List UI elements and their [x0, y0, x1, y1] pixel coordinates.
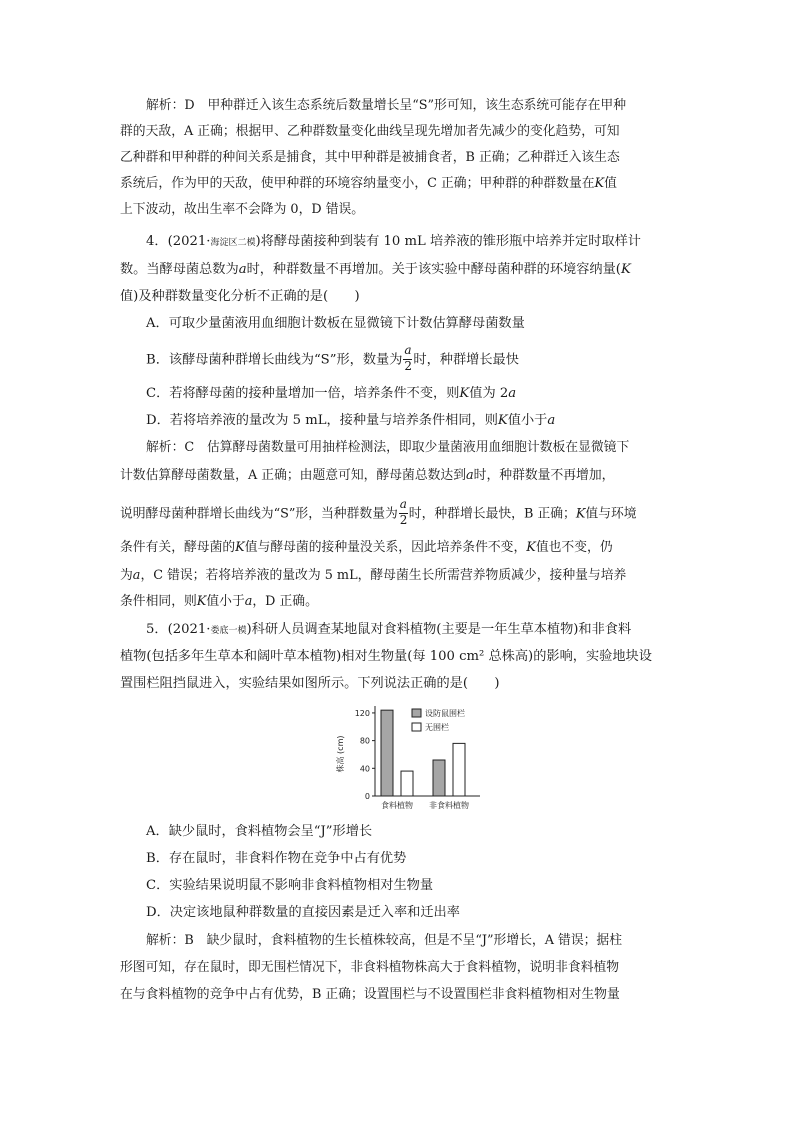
text: 4．(2021· [146, 234, 211, 249]
text: 计数估算酵母菌数量，A 正确；由题意可知，酵母菌总数达到 [120, 468, 467, 483]
text: 5．(2021· [146, 622, 211, 637]
text: 值)及种群数量变化分析不正确的是( ) [120, 289, 360, 304]
q3-analysis-line [120, 122, 680, 142]
bar [453, 743, 465, 796]
var-K: K [575, 506, 586, 522]
y-axis-label: 株高 (cm) [336, 735, 345, 773]
q4-analysis-line [120, 538, 680, 558]
text: 为 [120, 568, 133, 583]
legend-swatch [412, 709, 421, 717]
var-a: a [508, 386, 517, 401]
text: 时，种群数量不再增加。关于该实验中酵母菌种群的环境容纳量( [246, 262, 621, 277]
bar-chart [335, 702, 490, 814]
bars [381, 710, 465, 796]
q4-stem [120, 287, 680, 307]
var-K: K [497, 413, 508, 428]
x-tick-label: 非食料植物 [429, 801, 469, 810]
text: D．决定该地鼠种群数量的直接因素是迁入率和迁出率 [146, 905, 460, 920]
text: 解析：C 估算酵母菌数量可用抽样检测法，即取少量菌液用血细胞计数板在显微镜下 [146, 440, 630, 455]
var-K: K [526, 540, 536, 555]
q5-stem [120, 647, 680, 667]
q5-option-a [146, 822, 706, 842]
y-tick-label: 40 [359, 764, 370, 774]
q3-analysis-line [120, 174, 680, 194]
q5-option-c [146, 876, 706, 896]
legend-label: 无围栏 [425, 723, 449, 732]
text: 值小于 [206, 594, 245, 609]
text: 群的天敌，A 正确；根据甲、乙种群数量变化曲线呈现先增加者先减少的变化趋势，可知 [120, 124, 620, 139]
text: 置围栏阻挡鼠进入，实验结果如图所示。下列说法正确的是( ) [120, 676, 500, 691]
text: 时，种群增长最快 [413, 352, 519, 368]
var-a: a [238, 262, 247, 277]
text: 条件相同，则 [120, 594, 197, 609]
q5-analysis-line [146, 931, 706, 951]
text: D．若将培养液的量改为 5 mL，接种量与培养条件相同，则 [146, 413, 498, 428]
bar [433, 760, 445, 796]
var-K: K [459, 386, 470, 401]
q5-option-b [146, 849, 706, 869]
var-a: a [466, 468, 474, 483]
q5-stem [120, 674, 680, 694]
q3-analysis-line [120, 200, 680, 220]
text: 值 [604, 176, 617, 191]
text: 形图可知，存在鼠时，即无围栏情况下，非食料植物株高大于食料植物，说明非食料植物 [120, 960, 620, 975]
text: 乙种群和甲种群的种间关系是捕食，其中甲种群是被捕食者，B 正确；乙种群迁入该生态 [120, 150, 620, 165]
bar-chart-svg [335, 702, 490, 814]
text: 系统后，作为甲的天敌，使甲种群的环境容纳量变小，C 正确；甲种群的种群数量在 [120, 176, 595, 191]
text: 值小于 [507, 413, 548, 428]
text: 值也不变，仍 [535, 540, 613, 555]
q3-analysis-line [146, 96, 706, 116]
text: 数。当酵母菌总数为 [120, 262, 239, 277]
text: )科研人员调查某地鼠对食料植物(主要是一年生草本植物)和非食料 [246, 622, 632, 637]
text: 时，种群增长最快，B 正确； [408, 506, 576, 522]
text: 值与环境 [585, 506, 637, 522]
text: 植物(包括多年生草本和阔叶草本植物)相对生物量(每 100 cm² 总株高)的影响，实验地块设 [120, 649, 652, 664]
text: 解析：D 甲种群迁入该生态系统后数量增长呈“S”形可知，该生态系统可能存在甲种 [146, 98, 627, 113]
q4-analysis-line [120, 592, 680, 612]
legend-label: 设防鼠围栏 [425, 709, 465, 718]
numerator: a [404, 343, 412, 357]
fraction-a-over-2 [399, 497, 408, 527]
denominator: 2 [404, 359, 413, 373]
text: 条件有关，酵母菌的 [120, 540, 236, 555]
text: B．该酵母菌种群增长曲线为“S”形，数量为 [146, 352, 403, 368]
q4-analysis-line [146, 438, 706, 458]
var-a: a [547, 413, 556, 428]
y-ticks [355, 709, 375, 801]
text: 时，种群数量不再增加， [473, 468, 615, 483]
x-tick-label: 食料植物 [381, 801, 413, 810]
y-tick-label: 120 [354, 708, 370, 718]
q5-option-d [146, 903, 706, 923]
text: B．存在鼠时，非食料作物在竞争中占有优势 [146, 851, 407, 866]
q4-option-d [146, 411, 706, 431]
y-tick-label: 0 [364, 792, 370, 801]
q4-analysis-line [120, 466, 680, 486]
var-K: K [594, 176, 605, 191]
text: A．缺少鼠时，食料植物会呈“J”形增长 [146, 824, 373, 839]
text: C．若将酵母菌的接种量增加一倍，培养条件不变，则 [146, 386, 460, 401]
legend-swatch [412, 723, 421, 731]
text: 值与酵母菌的接种量没关系，因此培养条件不变， [244, 540, 527, 555]
y-tick-label: 80 [359, 736, 370, 746]
denominator: 2 [399, 513, 408, 527]
x-tick-labels [381, 800, 469, 810]
q4-analysis-line [120, 566, 680, 586]
fraction-a-over-2 [403, 343, 413, 373]
var-K: K [235, 540, 245, 555]
var-a: a [244, 594, 253, 609]
q4-option-c [146, 384, 706, 404]
bar [401, 771, 413, 796]
q4-stem [120, 260, 680, 280]
text: 上下波动，故出生率不会降为 0，D 错误。 [120, 202, 365, 217]
text: ，D 正确。 [252, 594, 318, 609]
text: A．可取少量菌液用血细胞计数板在显微镜下计数估算酵母菌数量 [146, 316, 525, 331]
text: 在与食料植物的竞争中占有优势，B 正确；设置围栏与不设置围栏非食料植物相对生物量 [120, 987, 620, 1002]
bar [381, 710, 393, 796]
q3-analysis-line [120, 148, 680, 168]
q4-option-a [146, 314, 706, 334]
text: 值为 2 [469, 386, 509, 401]
numerator: a [399, 497, 407, 511]
question-source: 海淀区二模 [210, 238, 256, 248]
legend [412, 708, 465, 732]
var-a: a [132, 568, 141, 583]
var-K: K [196, 594, 207, 609]
q4-analysis-line [120, 497, 680, 527]
q4-stem [146, 232, 706, 253]
question-source: 娄底一模 [210, 626, 247, 636]
text: )将酵母菌接种到装有 10 mL 培养液的锥形瓶中培养并定时取样计 [255, 234, 641, 249]
q5-stem [146, 620, 706, 641]
text: C．实验结果说明鼠不影响非食料植物相对生物量 [146, 878, 434, 893]
q5-analysis-line [120, 958, 680, 978]
text: 说明酵母菌种群增长曲线为“S”形，当种群数量为 [120, 506, 398, 522]
q5-analysis-line [120, 985, 680, 1005]
var-K: K [620, 262, 631, 277]
q4-option-b [146, 343, 706, 373]
text: 解析：B 缺少鼠时，食料植物的生长植株较高，但是不呈“J”形增长，A 错误；据柱 [146, 933, 623, 948]
text: ，C 错误；若将培养液的量改为 5 mL，酵母菌生长所需营养物质减少，接种量与培养 [140, 568, 627, 583]
